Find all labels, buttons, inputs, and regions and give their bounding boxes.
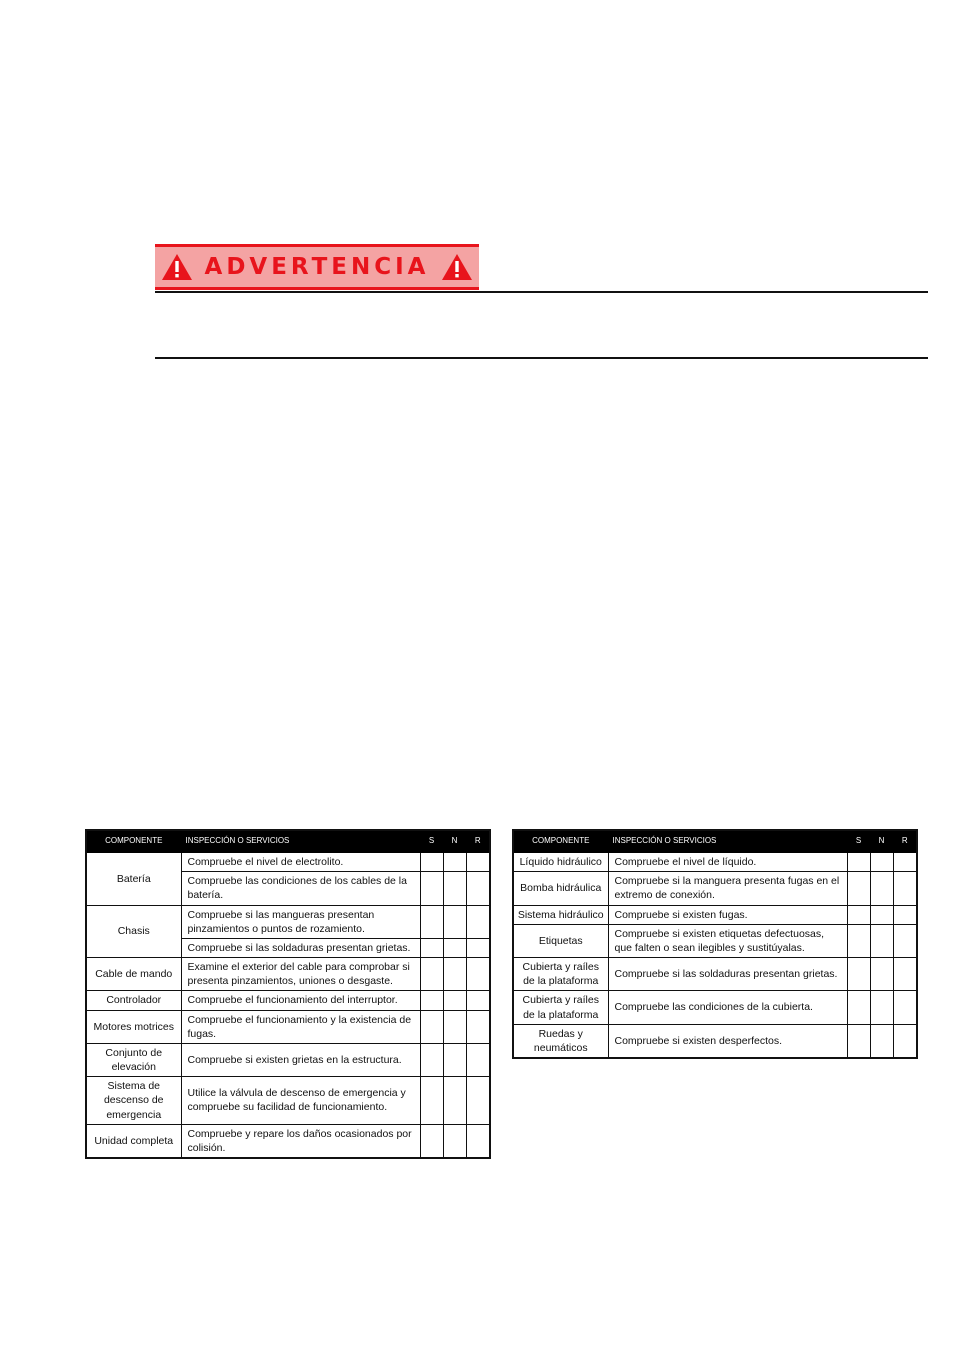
table-row bbox=[513, 853, 917, 872]
inspection-cell: Utilice la válvula de descenso de emergencia y compruebe su facilidad de funcionamiento. bbox=[181, 1077, 420, 1125]
check-cell-n[interactable] bbox=[443, 1043, 466, 1076]
divider-bottom bbox=[155, 357, 928, 359]
check-cell-r[interactable] bbox=[466, 1043, 490, 1076]
check-cell-r[interactable] bbox=[466, 905, 490, 938]
check-cell-s[interactable] bbox=[847, 905, 870, 924]
component-cell: Cubierta y raíles de la plataforma bbox=[513, 958, 608, 991]
check-cell-n[interactable] bbox=[870, 924, 893, 957]
header-inspection: INSPECCIÓN O SERVICIOS bbox=[181, 830, 420, 853]
check-cell-r[interactable] bbox=[466, 1077, 490, 1125]
table-row bbox=[513, 958, 917, 991]
inspection-table-right bbox=[512, 829, 918, 1059]
check-cell-s[interactable] bbox=[847, 1024, 870, 1058]
check-cell-s[interactable] bbox=[420, 1077, 443, 1125]
header-component: COMPONENTE bbox=[513, 830, 608, 853]
header-s: S bbox=[420, 830, 443, 853]
inspection-cell: Compruebe si existen etiquetas defectuosas, que falten o sean ilegibles y sustitúyalas. bbox=[608, 924, 847, 957]
component-cell: Sistema hidráulico bbox=[513, 905, 608, 924]
component-cell: Cable de mando bbox=[86, 958, 181, 991]
inspection-cell: Compruebe si las soldaduras presentan grietas. bbox=[608, 958, 847, 991]
check-cell-s[interactable] bbox=[420, 958, 443, 991]
inspection-cell: Compruebe el funcionamiento y la existencia de fugas. bbox=[181, 1010, 420, 1043]
header-component: COMPONENTE bbox=[86, 830, 181, 853]
inspection-table-left bbox=[85, 829, 491, 1159]
component-cell: Unidad completa bbox=[86, 1124, 181, 1158]
table-row bbox=[86, 1124, 490, 1158]
table-row bbox=[86, 1043, 490, 1076]
check-cell-n[interactable] bbox=[870, 853, 893, 872]
check-cell-r[interactable] bbox=[466, 958, 490, 991]
inspection-cell: Compruebe el nivel de líquido. bbox=[608, 853, 847, 872]
component-cell: Batería bbox=[86, 853, 181, 906]
inspection-cell: Compruebe si las mangueras presentan pinzamientos o puntos de rozamiento. bbox=[181, 905, 420, 938]
component-cell: Líquido hidráulico bbox=[513, 853, 608, 872]
table-row bbox=[513, 991, 917, 1024]
component-cell: Cubierta y raíles de la plataforma bbox=[513, 991, 608, 1024]
check-cell-n[interactable] bbox=[870, 1024, 893, 1058]
check-cell-r[interactable] bbox=[466, 1124, 490, 1158]
check-cell-n[interactable] bbox=[443, 991, 466, 1010]
check-cell-r[interactable] bbox=[893, 924, 917, 957]
inspection-cell: Compruebe las condiciones de la cubierta. bbox=[608, 991, 847, 1024]
component-cell: Sistema de descenso de emergencia bbox=[86, 1077, 181, 1125]
header-r: R bbox=[466, 830, 490, 853]
check-cell-s[interactable] bbox=[420, 1043, 443, 1076]
component-cell: Chasis bbox=[86, 905, 181, 958]
inspection-cell: Compruebe si existen fugas. bbox=[608, 905, 847, 924]
check-cell-s[interactable] bbox=[420, 1010, 443, 1043]
header-inspection: INSPECCIÓN O SERVICIOS bbox=[608, 830, 847, 853]
warning-triangle-icon bbox=[161, 253, 193, 281]
warning-triangle-icon bbox=[441, 253, 473, 281]
table-row bbox=[86, 958, 490, 991]
check-cell-r[interactable] bbox=[466, 991, 490, 1010]
check-cell-n[interactable] bbox=[870, 991, 893, 1024]
table-row bbox=[86, 1077, 490, 1125]
check-cell-s[interactable] bbox=[847, 991, 870, 1024]
check-cell-s[interactable] bbox=[847, 958, 870, 991]
check-cell-n[interactable] bbox=[443, 958, 466, 991]
table-row bbox=[86, 853, 490, 872]
inspection-cell: Compruebe si las soldaduras presentan grietas. bbox=[181, 938, 420, 957]
check-cell-n[interactable] bbox=[443, 872, 466, 905]
check-cell-s[interactable] bbox=[420, 905, 443, 938]
header-r: R bbox=[893, 830, 917, 853]
table-row bbox=[86, 905, 490, 938]
inspection-cell: Compruebe si existen desperfectos. bbox=[608, 1024, 847, 1058]
table-row bbox=[86, 991, 490, 1010]
check-cell-r[interactable] bbox=[466, 872, 490, 905]
component-cell: Etiquetas bbox=[513, 924, 608, 957]
table-row bbox=[86, 1010, 490, 1043]
table-row bbox=[513, 905, 917, 924]
check-cell-n[interactable] bbox=[443, 853, 466, 872]
divider-top bbox=[155, 291, 928, 293]
check-cell-r[interactable] bbox=[893, 905, 917, 924]
check-cell-s[interactable] bbox=[847, 872, 870, 905]
check-cell-n[interactable] bbox=[443, 1010, 466, 1043]
table-row bbox=[513, 872, 917, 905]
check-cell-r[interactable] bbox=[893, 853, 917, 872]
check-cell-r[interactable] bbox=[893, 958, 917, 991]
warning-label: ADVERTENCIA bbox=[204, 254, 430, 280]
check-cell-r[interactable] bbox=[466, 853, 490, 872]
table-header-row bbox=[513, 830, 917, 853]
inspection-cell: Compruebe las condiciones de los cables de la batería. bbox=[181, 872, 420, 905]
header-s: S bbox=[847, 830, 870, 853]
component-cell: Conjunto de elevación bbox=[86, 1043, 181, 1076]
table-header-row bbox=[86, 830, 490, 853]
check-cell-n[interactable] bbox=[870, 872, 893, 905]
header-n: N bbox=[443, 830, 466, 853]
check-cell-n[interactable] bbox=[443, 938, 466, 957]
component-cell: Controlador bbox=[86, 991, 181, 1010]
check-cell-n[interactable] bbox=[870, 958, 893, 991]
check-cell-s[interactable] bbox=[420, 1124, 443, 1158]
inspection-cell: Compruebe si existen grietas en la estructura. bbox=[181, 1043, 420, 1076]
check-cell-n[interactable] bbox=[870, 905, 893, 924]
inspection-cell: Compruebe el nivel de electrolito. bbox=[181, 853, 420, 872]
check-cell-n[interactable] bbox=[443, 1077, 466, 1125]
inspection-cell: Compruebe el funcionamiento del interruptor. bbox=[181, 991, 420, 1010]
check-cell-r[interactable] bbox=[893, 1024, 917, 1058]
header-n: N bbox=[870, 830, 893, 853]
check-cell-s[interactable] bbox=[420, 872, 443, 905]
warning-banner bbox=[155, 244, 479, 290]
inspection-cell: Compruebe y repare los daños ocasionados por colisión. bbox=[181, 1124, 420, 1158]
component-cell: Ruedas y neumáticos bbox=[513, 1024, 608, 1058]
inspection-cell: Compruebe si la manguera presenta fugas en el extremo de conexión. bbox=[608, 872, 847, 905]
check-cell-r[interactable] bbox=[466, 938, 490, 957]
component-cell: Bomba hidráulica bbox=[513, 872, 608, 905]
check-cell-s[interactable] bbox=[420, 991, 443, 1010]
check-cell-s[interactable] bbox=[847, 924, 870, 957]
check-cell-s[interactable] bbox=[420, 853, 443, 872]
check-cell-n[interactable] bbox=[443, 905, 466, 938]
check-cell-r[interactable] bbox=[893, 872, 917, 905]
inspection-cell: Examine el exterior del cable para comprobar si presenta pinzamientos, uniones o desgaste. bbox=[181, 958, 420, 991]
check-cell-r[interactable] bbox=[893, 991, 917, 1024]
component-cell: Motores motrices bbox=[86, 1010, 181, 1043]
check-cell-r[interactable] bbox=[466, 1010, 490, 1043]
check-cell-s[interactable] bbox=[847, 853, 870, 872]
check-cell-n[interactable] bbox=[443, 1124, 466, 1158]
table-row bbox=[513, 924, 917, 957]
check-cell-s[interactable] bbox=[420, 938, 443, 957]
table-row bbox=[513, 1024, 917, 1058]
